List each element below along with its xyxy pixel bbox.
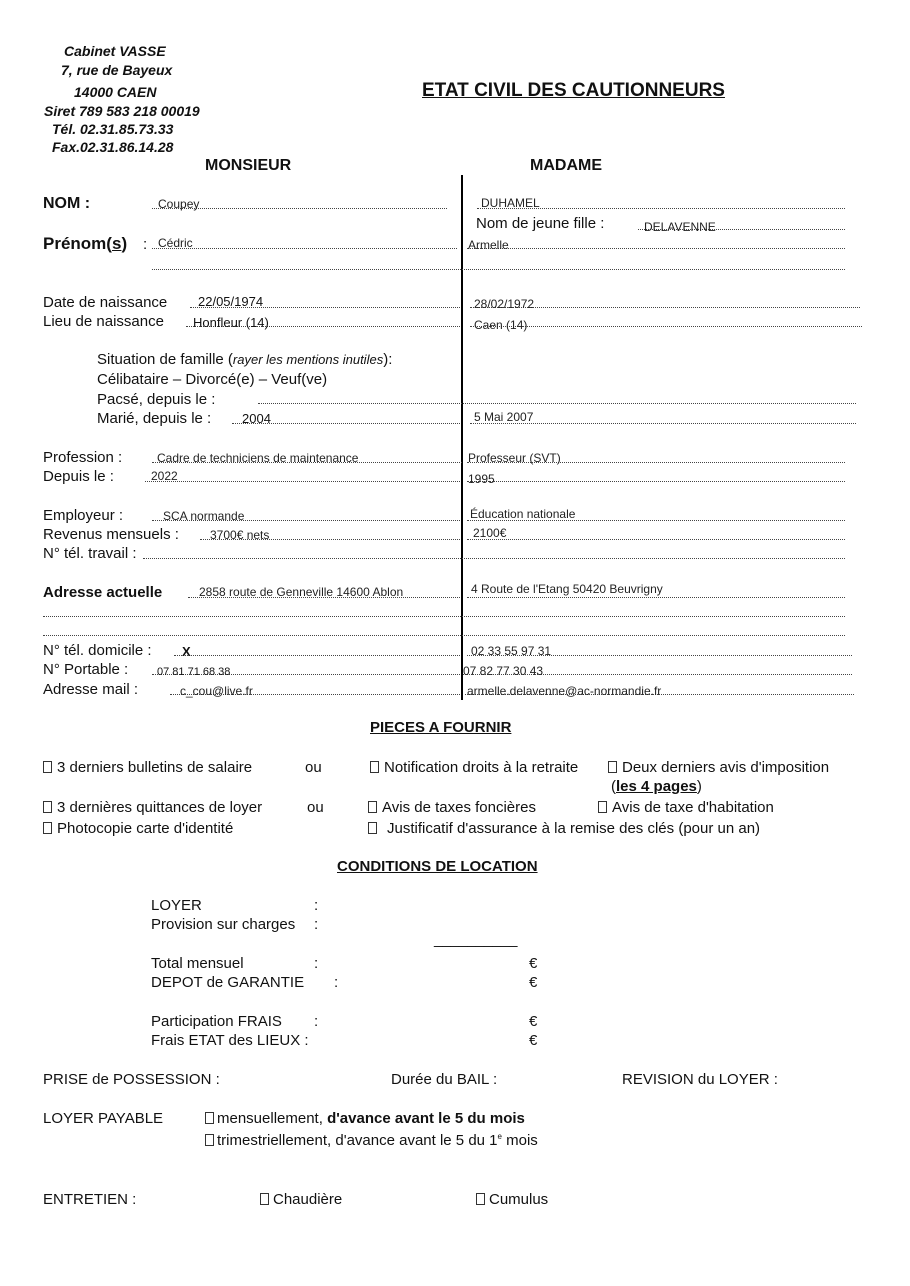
- piece-les-4-pages: (les 4 pages): [611, 778, 702, 795]
- cabinet-street: 7, rue de Bayeux: [61, 62, 173, 78]
- cabinet-fax: Fax.02.31.86.14.28: [52, 139, 174, 155]
- euro-total: €: [529, 955, 538, 972]
- label-tel-domicile: N° tél. domicile :: [43, 642, 152, 659]
- label-total: Total mensuel: [151, 955, 244, 972]
- cabinet-city: 14000 CAEN: [74, 84, 157, 100]
- label-duree-bail: Durée du BAIL :: [391, 1071, 498, 1088]
- madame-nom-jeune-fille: DELAVENNE: [644, 220, 716, 234]
- piece-carte-identite: Photocopie carte d'identité: [43, 820, 233, 837]
- total-colon: :: [314, 955, 319, 972]
- madame-mail: armelle.delavenne@ac-normandie.fr: [467, 684, 662, 698]
- piece-avis-imposition: Deux derniers avis d'imposition: [608, 759, 829, 776]
- option-trimestriel: trimestriellement, d'avance avant le 5 du 1e mois: [205, 1132, 538, 1149]
- label-depuis: Depuis le :: [43, 468, 114, 485]
- dotline: [145, 481, 460, 482]
- madame-nom: DUHAMEL: [481, 196, 540, 210]
- checkbox-quittances[interactable]: [43, 801, 52, 813]
- dotline: [43, 616, 845, 617]
- label-nom: NOM :: [43, 195, 91, 212]
- piece-taxe-habitation: Avis de taxe d'habitation: [598, 799, 774, 816]
- checkbox-carte-identite[interactable]: [43, 822, 52, 834]
- dotline: [467, 248, 845, 249]
- column-divider: [461, 175, 463, 700]
- euro-frais-etat: €: [529, 1032, 538, 1049]
- label-entretien: ENTRETIEN :: [43, 1191, 137, 1208]
- label-loyer-payable: LOYER PAYABLE: [43, 1110, 164, 1127]
- label-adresse: Adresse actuelle: [43, 584, 163, 601]
- monsieur-marie-depuis: 2004: [242, 411, 271, 426]
- situation-options: Célibataire – Divorcé(e) – Veuf(ve): [97, 371, 328, 388]
- dotline: [143, 558, 845, 559]
- pieces-title: PIECES A FOURNIR: [370, 719, 512, 736]
- cabinet-name: Cabinet VASSE: [64, 43, 166, 59]
- checkbox-chaudiere[interactable]: [260, 1193, 269, 1205]
- column-madame: MADAME: [530, 157, 602, 174]
- checkbox-mensuel[interactable]: [205, 1112, 214, 1124]
- label-revenus: Revenus mensuels :: [43, 526, 179, 543]
- madame-profession: Professeur (SVT): [468, 451, 561, 465]
- monsieur-lieu-naissance: Honfleur (14): [193, 315, 269, 330]
- euro-participation: €: [529, 1013, 538, 1030]
- piece-quittances: 3 dernières quittances de loyer: [43, 799, 262, 816]
- page-title: ETAT CIVIL DES CAUTIONNEURS: [422, 80, 725, 101]
- option-mensuel: mensuellement, d'avance avant le 5 du mois: [205, 1110, 525, 1127]
- label-lieu-naissance: Lieu de naissance: [43, 313, 164, 330]
- monsieur-mail: c_cou@live.fr: [180, 684, 253, 698]
- column-monsieur: MONSIEUR: [205, 157, 292, 174]
- label-date-naissance: Date de naissance: [43, 294, 168, 311]
- label-profession: Profession :: [43, 449, 123, 466]
- depot-colon: :: [334, 974, 339, 991]
- dotline: [43, 635, 845, 636]
- dotline: [467, 481, 845, 482]
- dotline: [152, 269, 845, 270]
- dotline: [174, 655, 460, 656]
- conditions-title: CONDITIONS DE LOCATION: [337, 858, 538, 875]
- madame-date-naissance: 28/02/1972: [474, 297, 535, 311]
- label-nom-jeune-fille: Nom de jeune fille :: [476, 215, 605, 232]
- madame-adresse: 4 Route de l'Etang 50420 Beuvrigny: [471, 582, 663, 596]
- euro-depot: €: [529, 974, 538, 991]
- madame-portable: 07 82 77 30 43: [463, 664, 544, 678]
- monsieur-revenus: 3700€ nets: [210, 528, 270, 542]
- dotline: [467, 597, 845, 598]
- monsieur-prenom: Cédric: [158, 236, 193, 250]
- dotline: [470, 326, 862, 327]
- cabinet-tel: Tél. 02.31.85.73.33: [52, 121, 174, 137]
- checkbox-bulletins[interactable]: [43, 761, 52, 773]
- label-marie: Marié, depuis le :: [97, 410, 212, 427]
- monsieur-profession: Cadre de techniciens de maintenance: [157, 451, 359, 465]
- prenom-colon: :: [143, 236, 148, 253]
- label-tel-travail: N° tél. travail :: [43, 545, 137, 562]
- option-cumulus: Cumulus: [476, 1191, 548, 1208]
- monsieur-employeur: SCA normande: [163, 509, 245, 523]
- checkbox-trimestriel[interactable]: [205, 1134, 214, 1146]
- provision-colon: :: [314, 916, 319, 933]
- dotline: [467, 539, 845, 540]
- monsieur-depuis: 2022: [151, 469, 178, 483]
- label-portable: N° Portable :: [43, 661, 129, 678]
- madame-tel-domicile: 02 33 55 97 31: [471, 644, 552, 658]
- dotline: [258, 403, 856, 404]
- piece-assurance: Justificatif d'assurance à la remise des clés (pour un an): [368, 820, 760, 837]
- loyer-colon: :: [314, 897, 319, 914]
- checkbox-retraite[interactable]: [370, 761, 379, 773]
- checkbox-taxe-habitation[interactable]: [598, 801, 607, 813]
- checkbox-taxes-foncieres[interactable]: [368, 801, 377, 813]
- madame-depuis: 1995: [468, 472, 495, 486]
- cabinet-siret: Siret 789 583 218 00019: [44, 103, 200, 119]
- label-frais-etat: Frais ETAT des LIEUX :: [151, 1032, 309, 1049]
- madame-lieu-naissance: Caen (14): [474, 318, 528, 332]
- piece-retraite: Notification droits à la retraite: [370, 759, 578, 776]
- label-employeur: Employeur :: [43, 507, 124, 524]
- label-provision: Provision sur charges: [151, 916, 296, 933]
- checkbox-cumulus[interactable]: [476, 1193, 485, 1205]
- dotline: [152, 248, 457, 249]
- label-mail: Adresse mail :: [43, 681, 139, 698]
- piece-ou-2: ou: [307, 799, 324, 816]
- madame-marie-depuis: 5 Mai 2007: [474, 410, 534, 424]
- piece-taxes-foncieres: Avis de taxes foncières: [368, 799, 536, 816]
- label-prise-possession: PRISE de POSSESSION :: [43, 1071, 220, 1088]
- label-situation: Situation de famille (rayer les mentions inutiles):: [97, 351, 393, 368]
- madame-prenom: Armelle: [468, 238, 509, 252]
- label-revision-loyer: REVISION du LOYER :: [622, 1071, 778, 1088]
- participation-colon: :: [314, 1013, 319, 1030]
- checkbox-avis-imposition[interactable]: [608, 761, 617, 773]
- madame-employeur: Éducation nationale: [470, 507, 576, 521]
- label-pacse: Pacsé, depuis le :: [97, 391, 216, 408]
- total-separator: __________: [434, 931, 518, 948]
- monsieur-adresse: 2858 route de Genneville 14600 Ablon: [199, 585, 404, 599]
- madame-revenus: 2100€: [473, 526, 507, 540]
- piece-bulletins: 3 derniers bulletins de salaire: [43, 759, 252, 776]
- option-chaudiere: Chaudière: [260, 1191, 342, 1208]
- checkbox-assurance[interactable]: [368, 822, 377, 834]
- monsieur-tel-domicile: X: [182, 644, 191, 659]
- label-participation: Participation FRAIS: [151, 1013, 282, 1030]
- label-prenom: Prénom(s): [43, 234, 128, 253]
- monsieur-portable: 07 81 71 68 38: [157, 666, 231, 678]
- piece-ou-1: ou: [305, 759, 322, 776]
- monsieur-nom: Coupey: [158, 197, 200, 211]
- monsieur-date-naissance: 22/05/1974: [198, 294, 264, 309]
- label-depot: DEPOT de GARANTIE: [151, 974, 305, 991]
- label-loyer: LOYER: [151, 897, 202, 914]
